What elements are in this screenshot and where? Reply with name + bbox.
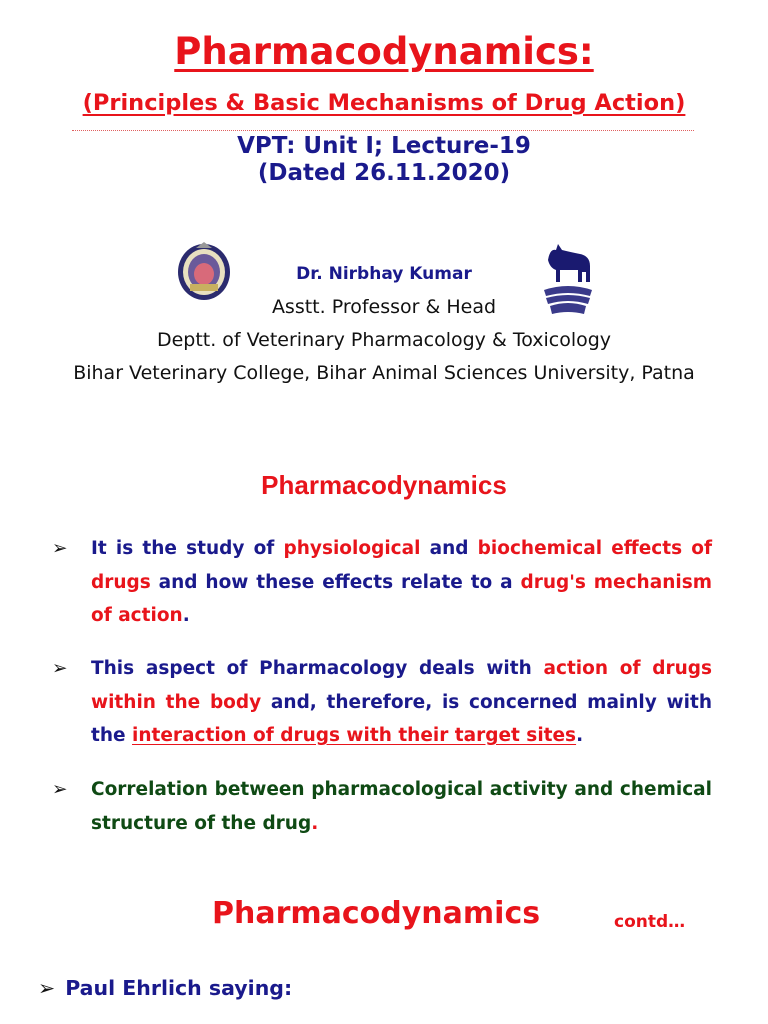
author-institution: Bihar Veterinary College, Bihar Animal Sciences University, Patna bbox=[73, 362, 695, 384]
paul-ehrlich-bullet bbox=[38, 976, 292, 1000]
contd-label: contd… bbox=[614, 912, 686, 932]
section-title: Pharmacodynamics bbox=[261, 470, 507, 500]
bullet-arrow-icon: ➢ bbox=[38, 976, 56, 1000]
bullet-text: and how these effects relate to a bbox=[150, 571, 521, 593]
bullet-definition bbox=[52, 532, 712, 633]
lecture-date: (Dated 26.11.2020) bbox=[257, 160, 511, 186]
bullet-highlight: interaction of drugs with their target sites bbox=[132, 725, 577, 746]
author-name: Dr. Nirbhay Kumar bbox=[296, 264, 472, 284]
bullet-highlight: biochemical effects of drugs bbox=[91, 538, 713, 593]
page-subtitle: (Principles & Basic Mechanisms of Drug Action) bbox=[82, 90, 686, 116]
bullet-highlight: physiological bbox=[283, 538, 421, 559]
bullet-arrow-icon: ➢ bbox=[52, 538, 68, 559]
bullet-highlight: drug's mechanism of action bbox=[91, 571, 713, 626]
bullet-arrow-icon: ➢ bbox=[52, 779, 68, 800]
divider bbox=[72, 130, 694, 131]
bullet-text: It is the study of bbox=[91, 538, 284, 559]
bullet-text: . bbox=[311, 812, 319, 834]
bullet-text: . bbox=[182, 605, 190, 626]
bullet-scope bbox=[52, 652, 712, 753]
author-position: Asstt. Professor & Head bbox=[271, 296, 497, 318]
page-title: Pharmacodynamics: bbox=[174, 30, 594, 73]
bullet-text: and bbox=[420, 538, 478, 559]
bullet-text: and, therefore, is concerned mainly with the bbox=[91, 691, 712, 746]
bullet-arrow-icon: ➢ bbox=[52, 658, 68, 679]
paul-ehrlich-text: Paul Ehrlich saying: bbox=[65, 976, 293, 1000]
contd-section-title: Pharmacodynamics bbox=[212, 896, 541, 931]
bullet-text: Correlation between pharmacological activity and chemical structure of the drug bbox=[91, 779, 712, 834]
bullet-text: This aspect of Pharmacology deals with bbox=[91, 658, 544, 679]
lecture-info bbox=[0, 133, 768, 187]
bullet-highlight: action of drugs within the body bbox=[91, 658, 712, 713]
bullet-text: . bbox=[576, 725, 584, 746]
author-department: Deptt. of Veterinary Pharmacology & Toxicology bbox=[156, 329, 612, 351]
bullet-correlation bbox=[52, 773, 712, 840]
lecture-line: VPT: Unit I; Lecture-19 bbox=[237, 133, 531, 159]
